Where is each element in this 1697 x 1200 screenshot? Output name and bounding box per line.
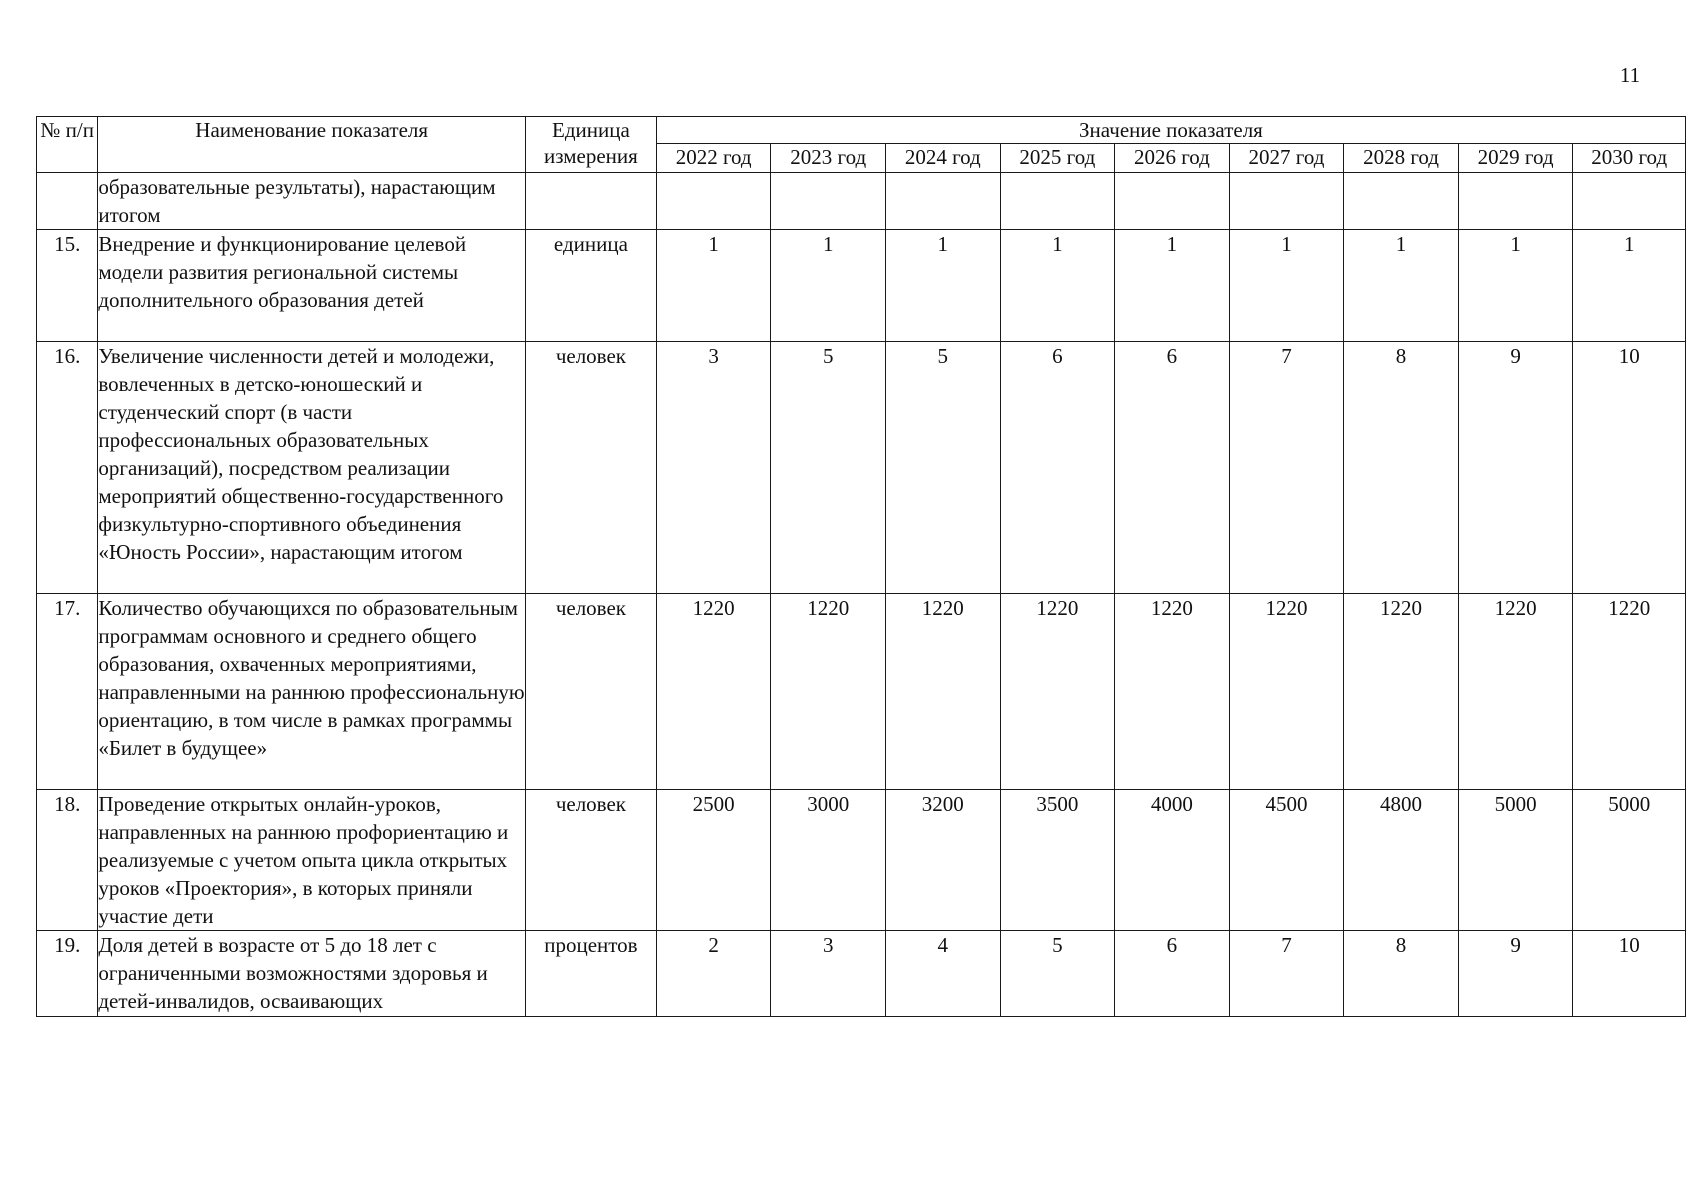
- indicator-value: 4800: [1344, 790, 1459, 931]
- indicator-value: [1115, 173, 1230, 230]
- indicator-value: [886, 173, 1001, 230]
- indicator-value: 5000: [1573, 790, 1686, 931]
- header-year: 2028 год: [1344, 144, 1459, 173]
- row-number: 15.: [37, 230, 98, 342]
- indicator-value: 4000: [1115, 790, 1230, 931]
- table-row: [37, 230, 1686, 342]
- indicator-value: 6: [1115, 931, 1230, 1017]
- header-year: 2023 год: [771, 144, 886, 173]
- indicator-value: [1000, 173, 1115, 230]
- indicator-value: 1: [1573, 230, 1686, 342]
- indicator-value: 1: [771, 230, 886, 342]
- indicator-value: 1: [886, 230, 1001, 342]
- indicator-value: 1220: [1115, 594, 1230, 790]
- indicator-value: 7: [1229, 342, 1344, 594]
- table-row: [37, 594, 1686, 790]
- indicator-value: 8: [1344, 342, 1459, 594]
- indicator-value: 1: [656, 230, 771, 342]
- header-year: 2026 год: [1115, 144, 1230, 173]
- table-row: [37, 790, 1686, 931]
- header-year: 2029 год: [1458, 144, 1573, 173]
- indicators-table: [36, 116, 1686, 1017]
- indicator-value: 1: [1229, 230, 1344, 342]
- indicator-name: Увеличение численности детей и молодежи, вовлеченных в детско-юношеский и студенческий спорт (в части профессиональных образовательных организаций), посредством реализации мероприятий общественно-государственного физкультурно-спортивного объединения «Юность России», нарастающим итогом: [98, 342, 526, 594]
- indicator-value: 1: [1000, 230, 1115, 342]
- indicator-value: 1: [1115, 230, 1230, 342]
- indicator-value: 9: [1458, 342, 1573, 594]
- indicator-value: 4500: [1229, 790, 1344, 931]
- indicator-value: 3: [656, 342, 771, 594]
- indicator-value: [1458, 173, 1573, 230]
- indicator-value: 1220: [1000, 594, 1115, 790]
- indicator-name: образовательные результаты), нарастающим итогом: [98, 173, 526, 230]
- unit-of-measure: единица: [525, 230, 656, 342]
- indicator-value: [656, 173, 771, 230]
- unit-of-measure: человек: [525, 594, 656, 790]
- indicator-value: 1220: [1573, 594, 1686, 790]
- indicator-value: 2: [656, 931, 771, 1017]
- header-year: 2027 год: [1229, 144, 1344, 173]
- indicator-value: 6: [1000, 342, 1115, 594]
- indicator-value: 3200: [886, 790, 1001, 931]
- indicator-value: 1: [1458, 230, 1573, 342]
- indicator-value: 1220: [1458, 594, 1573, 790]
- header-year: 2030 год: [1573, 144, 1686, 173]
- indicator-value: [771, 173, 886, 230]
- row-number: 17.: [37, 594, 98, 790]
- indicator-value: 8: [1344, 931, 1459, 1017]
- table-row: [37, 931, 1686, 1017]
- indicator-value: 5: [1000, 931, 1115, 1017]
- unit-of-measure: [525, 173, 656, 230]
- header-number: № п/п: [37, 117, 98, 173]
- row-number: 19.: [37, 931, 98, 1017]
- indicator-value: 3: [771, 931, 886, 1017]
- unit-of-measure: процентов: [525, 931, 656, 1017]
- indicator-value: [1573, 173, 1686, 230]
- indicator-value: 9: [1458, 931, 1573, 1017]
- table-row: [37, 173, 1686, 230]
- indicator-value: 10: [1573, 931, 1686, 1017]
- page-number: 11: [1619, 63, 1641, 87]
- indicator-value: 5: [886, 342, 1001, 594]
- indicator-value: 1220: [771, 594, 886, 790]
- indicator-name: Проведение открытых онлайн-уроков, направленных на раннюю профориентацию и реализуемые с учетом опыта цикла открытых уроков «Проектория», в которых приняли участие дети: [98, 790, 526, 931]
- indicator-value: 5: [771, 342, 886, 594]
- indicator-value: [1229, 173, 1344, 230]
- indicator-value: 1220: [656, 594, 771, 790]
- indicator-value: 6: [1115, 342, 1230, 594]
- indicator-value: 3500: [1000, 790, 1115, 931]
- indicator-value: 1220: [886, 594, 1001, 790]
- indicator-value: 1: [1344, 230, 1459, 342]
- header-indicator-value: Значение показателя: [656, 117, 1685, 144]
- indicator-value: 2500: [656, 790, 771, 931]
- indicator-name: Количество обучающихся по образовательным программам основного и среднего общего образования, охваченных мероприятиями, направленными на раннюю профессиональную ориентацию, в том числе в рамках программы «Билет в будущее»: [98, 594, 526, 790]
- header-year: 2022 год: [656, 144, 771, 173]
- unit-of-measure: человек: [525, 342, 656, 594]
- header-year: 2024 год: [886, 144, 1001, 173]
- unit-of-measure: человек: [525, 790, 656, 931]
- table-row: [37, 342, 1686, 594]
- indicator-value: 1220: [1344, 594, 1459, 790]
- row-number: 18.: [37, 790, 98, 931]
- row-number: [37, 173, 98, 230]
- header-year: 2025 год: [1000, 144, 1115, 173]
- indicator-name: Доля детей в возрасте от 5 до 18 лет с ограниченными возможностями здоровья и детей-инвалидов, осваивающих: [98, 931, 526, 1017]
- indicator-value: 1220: [1229, 594, 1344, 790]
- indicator-value: 5000: [1458, 790, 1573, 931]
- header-indicator-name: Наименование показателя: [98, 117, 526, 173]
- row-number: 16.: [37, 342, 98, 594]
- header-unit: Единица измерения: [525, 117, 656, 173]
- indicator-value: 10: [1573, 342, 1686, 594]
- indicator-value: 7: [1229, 931, 1344, 1017]
- indicator-value: [1344, 173, 1459, 230]
- indicator-name: Внедрение и функционирование целевой модели развития региональной системы дополнительного образования детей: [98, 230, 526, 342]
- indicator-value: 4: [886, 931, 1001, 1017]
- indicator-value: 3000: [771, 790, 886, 931]
